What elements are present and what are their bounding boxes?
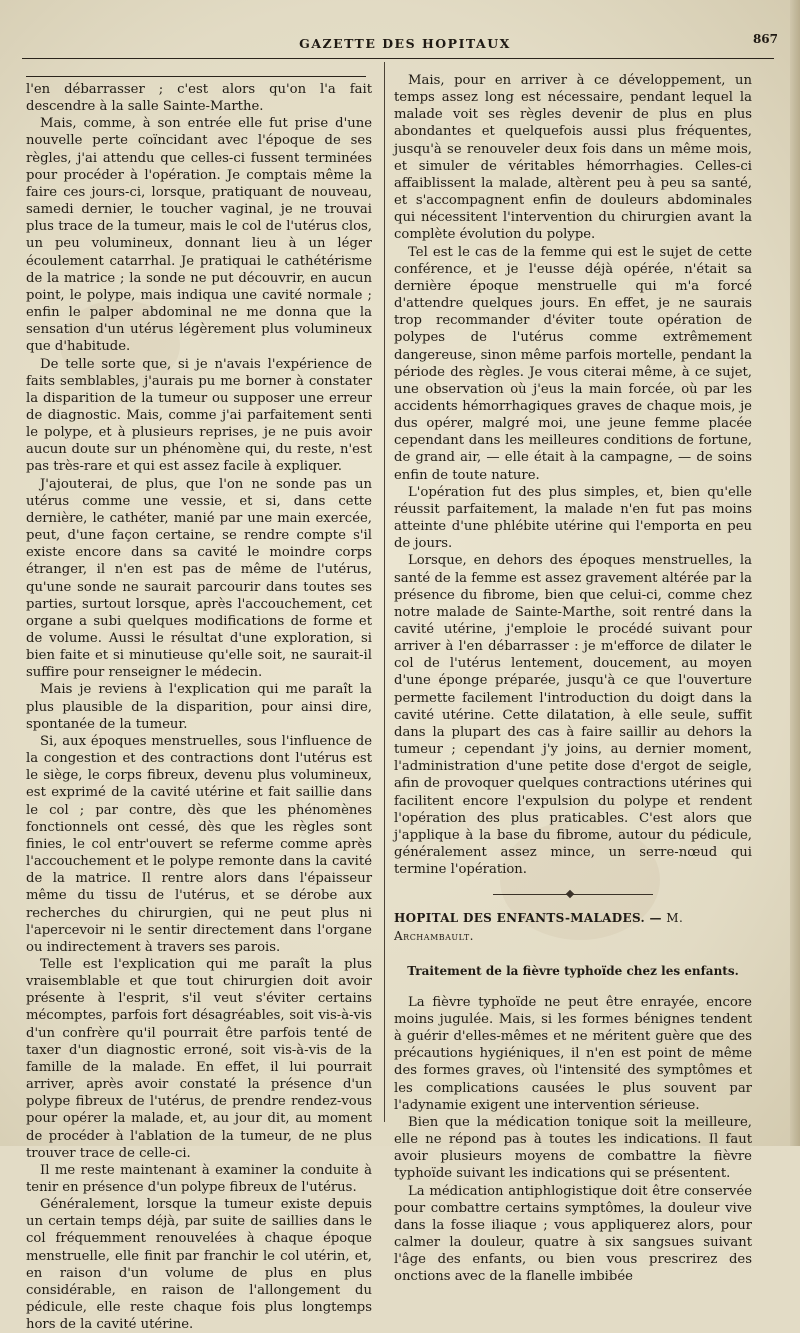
paragraph: l'en débarrasser ; c'est alors qu'on l'a fait descendre à la salle Sainte-Marthe. (26, 82, 372, 115)
paragraph: Il me reste maintenant à examiner la conduite à tenir en présence d'un polype fibreux de l'utérus. (26, 1162, 372, 1195)
paragraph: De telle sorte que, si je n'avais l'expérience de faits semblables, j'aurais pu me borner à constater la disparition de la tumeur ou supposer une erreur de diagnostic. Mais, comme j'ai parfaitement senti le polype, et à plusieurs reprises, je ne puis avoir aucun doute sur un phénomène qui, du reste, n'est pas très-rare et qui est assez facile à expliquer. (26, 356, 372, 475)
paragraph: Mais je reviens à l'explication qui me paraît la plus plausible de la disparition, pour ainsi dire, spontanée de la tumeur. (26, 682, 372, 732)
section-title: HOPITAL DES ENFANTS-MALADES. — (394, 911, 662, 926)
paragraph: Généralement, lorsque la tumeur existe depuis un certain temps déjà, par suite de saillies dans le col fréquemment renouvelées à chaque époque menstruelle, elle finit par franchir le col utérin, et, en raison d'un volume de plus en plus considérable, en raison de l'allongement du pédicule, elle reste chaque fois plus longtemps hors de la cavité utérine. (26, 1197, 372, 1333)
column-divider (384, 62, 385, 1122)
paragraph: Mais, pour en arriver à ce développement, un temps assez long est nécessaire, pendant lequel la malade voit ses règles devenir de plus en plus abondantes et quelquefois aussi plus fréquentes, jusqu'à se renouveler deux fois dans un même mois, et simuler de véritables hémorrhagies. Celles-ci affaiblissent la malade, altèrent peu à peu sa santé, et s'accompagnent enfin de douleurs abdominales qui nécessitent l'intervention du chirurgien avant la complète évolution du polype. (394, 73, 752, 243)
section-author: M. Archambault. (394, 911, 684, 943)
column-top-rule (26, 76, 366, 77)
page-edge (790, 0, 800, 1146)
section-heading (394, 910, 752, 944)
section-separator (493, 892, 653, 898)
page-header (20, 34, 790, 56)
paragraph: La fièvre typhoïde ne peut être enrayée, encore moins jugulée. Mais, si les formes bénignes tendent à guérir d'elles-mêmes et ne méritent guère que des précautions hygiéniques, il n'en est point de même des formes graves, où l'intensité des symptômes et les complications causées le plus souvent par l'adynamie exigent une intervention sérieuse. (394, 994, 752, 1113)
journal-title: GAZETTE DES HOPITAUX (299, 36, 511, 51)
page-number: 867 (752, 32, 778, 46)
paragraph: Mais, comme, à son entrée elle fut prise d'une nouvelle perte coïncidant avec l'époque de ses règles, j'ai attendu que celles-ci fussent terminées pour procéder à l'opération. Je comptais même la faire ces jours-ci, lorsque, pratiquant de nouveau, samedi dernier, le toucher vaginal, je ne trouvai plus trace de la tumeur, mais le col de l'utérus clos, un peu volumineux, donnant lieu à un léger écoulement catarrhal. Je pratiquai le cathétérisme de la matrice ; la sonde ne put découvrir, en aucun point, le polype, mais indiqua une cavité normale ; enfin le palper abdominal ne me donna que la sensation d'un utérus légèrement plus volumineux que d'habitude. (26, 116, 372, 355)
paragraph: Bien que la médication tonique soit la meilleure, elle ne répond pas à toutes les indications. Il faut avoir plusieurs moyens de combattre la fièvre typhoïde suivant les indications qui se présentent. (394, 1114, 752, 1182)
header-rule (22, 58, 774, 59)
paragraph: La médication antiphlogistique doit être conservée pour combattre certains symptômes, la douleur vive dans la fosse iliaque ; vous appliquerez alors, pour calmer la douleur, quatre à six sangsues suivant l'âge des enfants, ou bien vous prescrirez des onctions avec de la flanelle imbibée (394, 1183, 752, 1285)
paragraph: Si, aux époques menstruelles, sous l'influence de la congestion et des contractions dont l'utérus est le siège, le corps fibreux, devenu plus volumineux, est exprimé de la cavité utérine et fait saillie dans le col ; par contre, dès que les phénomènes fonctionnels ont cessé, dès que les règles sont finies, le col entr'ouvert se referme comme après l'accouchement et le polype remonte dans la cavité de la matrice. Il rentre alors dans l'épaisseur même du tissu de l'utérus, et se dérobe aux recherches du chirurgien, qui ne peut plus ni l'apercevoir ni le sentir directement dans l'organe ou indirectement à travers ses parois. (26, 733, 372, 955)
left-column (26, 72, 372, 1333)
paragraph: Telle est l'explication qui me paraît la plus vraisemblable et que tout chirurgien doit avoir présente à l'esprit, s'il veut s'éviter certains mécomptes, parfois fort désagréables, soit vis-à-vis d'un confrère qu'il pourrait être parfois tenté de taxer d'un diagnostic erroné, soit vis-à-vis de la famille de la malade. En effet, il lui pourrait arriver, après avoir constaté la présence d'un polype fibreux de l'utérus, de prendre rendez-vous pour opérer la malade, et, au jour dit, au moment de procéder à l'ablation de la tumeur, de ne plus trouver trace de celle-ci. (26, 956, 372, 1161)
separator-ornament (566, 890, 574, 898)
paragraph: J'ajouterai, de plus, que l'on ne sonde pas un utérus comme une vessie, et si, dans cette dernière, le cathéter, manié par une main exercée, peut, d'une façon certaine, se rendre compte s'il existe encore dans sa cavité le moindre corps étranger, il n'en est pas de même de l'utérus, qu'une sonde ne saurait parcourir dans toutes ses parties, surtout lorsque, après l'accouchement, cet organe a subi quelques modifications de forme et de volume. Aussi le résultat d'une exploration, si bien faite et si minutieuse qu'elle soit, ne saurait-il suffire pour renseigner le médecin. (26, 476, 372, 681)
paragraph: L'opération fut des plus simples, et, bien qu'elle réussit parfaitement, la malade n'en fut pas moins atteinte d'une phlébite utérine qui l'emporta en peu de jours. (394, 484, 752, 552)
paragraph: Tel est le cas de la femme qui est le sujet de cette conférence, et je l'eusse déjà opérée, n'était sa dernière époque menstruelle qui m'a forcé d'attendre quelques jours. En effet, je ne saurais trop recommander d'éviter toute opération de polypes de l'utérus comme extrêmement dangereuse, sinon même parfois mortelle, pendant la période des règles. Je vous citerai même, à ce sujet, une observation où j'eus la main forcée, où par les accidents hémorrhagiques graves de chaque mois, je dus opérer, malgré moi, une jeune femme placée cependant dans les meilleures conditions de fortune, de grand air, — elle était à la campagne, — de soins enfin de toute nature. (394, 244, 752, 483)
paragraph: Lorsque, en dehors des époques menstruelles, la santé de la femme est assez gravement altérée par la présence du fibrome, bien que celui-ci, comme chez notre malade de Sainte-Marthe, soit rentré dans la cavité utérine, j'emploie le procédé suivant pour arriver à l'en débarrasser : je m'efforce de dilater le col de l'utérus lentement, doucement, au moyen d'une éponge préparée, jusqu'à ce que l'ouverture permette facilement l'introduction du doigt dans la cavité utérine. Cette dilatation, à elle seule, suffit dans la plupart des cas à faire saillir au dehors la tumeur ; cependant j'y joins, au dernier moment, l'administration d'une petite dose d'ergot de seigle, afin de provoquer quelques contractions utérines qui facilitent encore l'expulsion du polype et rendent l'opération des plus praticables. C'est alors que j'applique à la base du fibrome, autour du pédicule, généralement assez mince, un serre-nœud qui termine l'opération. (394, 553, 752, 878)
section-subtitle: Traitement de la fièvre typhoïde chez les enfants. (407, 963, 739, 978)
right-column (394, 72, 752, 1285)
